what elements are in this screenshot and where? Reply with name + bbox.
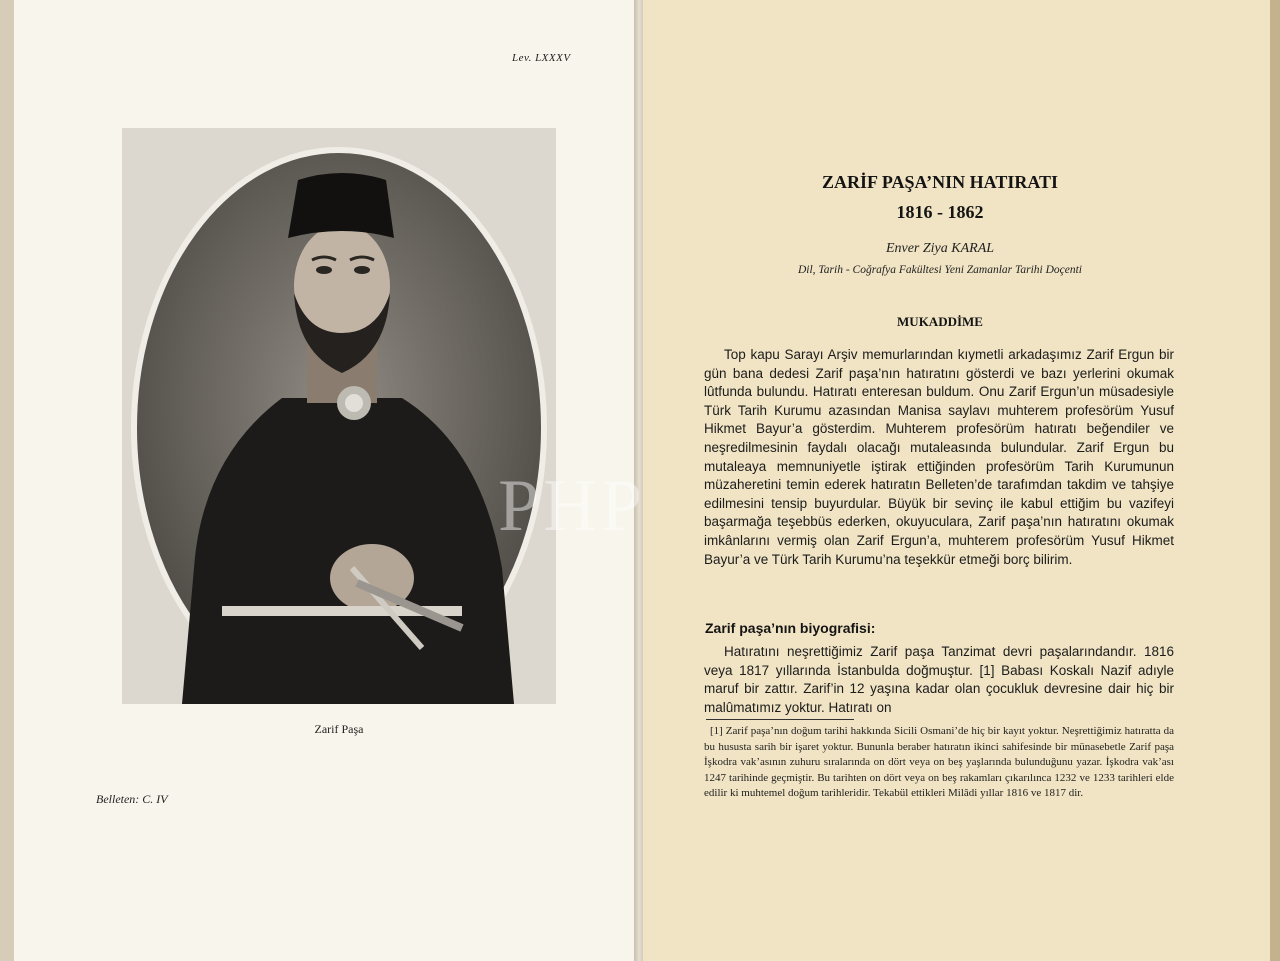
- article-years: 1816 - 1862: [896, 202, 984, 222]
- biography-paragraph: Hatıratını neşrettiğimiz Zarif paşa Tanzimat devri paşalarındandır. 1816 veya 1817 yıllarında İstanbulda doğmuştur. [1] Babası Koskalı Nazif adıyle maruf bir zattır. Zarif’in 12 yaşına kadar olan çocukluk devresine dair hiç bir malûmatımız yoktur. Hatıratı on: [704, 644, 1174, 715]
- plate-number: Lev. LXXXV: [512, 52, 571, 64]
- author-affiliation: Dil, Tarih - Coğrafya Fakültesi Yeni Zamanlar Tarihi Doçenti: [797, 264, 1083, 276]
- footnote: [1] Zarif paşa’nın doğum tarihi hakkında Sicili Osmani’de hiç bir kayıt yoktur. Neşrettiğimiz hatıratta da bu hususta sarih bir işaret yoktur. Bununla beraber hatıratın ikinci sahifesinde bir münasebetle Zarif paşa İşkodra vak’asının zuhuru sıralarında on dört veya on beş yaşlarında bulunduğunu yazar. İşkodra vak’ası 1247 tarihinde geçmiştir. Bu tarihten on dört veya on beş rakamları çıkarılınca 1232 ve 1233 tarihleri elde edilir ki muhtemel doğum tarihleridir. Tekabül ettikleri Milâdi yıllar 1816 ve 1817 dir.: [704, 725, 1174, 799]
- footnote-rule: [706, 719, 854, 720]
- intro-paragraph: Top kapu Sarayı Arşiv memurlarından kıymetli arkadaşımız Zarif Ergun bir gün bana dedesi Zarif paşa’nın hatıratını gösterdi ve bazı yerlerini okumak lûtfunda bulundu. Hatıratı enteresan buldum. Onu Zarif Ergun’un müsadesiyle Türk Tarih Kurumu azasından Manisa saylavı muhterem profesörüm Yusuf Hikmet Bayur’a gösterdim. Muhterem profesörüm hatıratı beğendiler ve neşredilmesinin faydalı olacağı mutaleasında bulundular. Zarif Ergun bu mutaleaya memnuniyetle iştirak ettiğinden profesörüm Tarih Kurumunun müzaheretini temin ederek hatıratın Belleten’de tarafımdan takdim ve tahşiye edilmesini tensip buyurdular. Büyük bir sevinç ile kabul ettiğim bu vazifeyi başarmağa teşebbüs ederken, okuyuculara, Zarif paşa’nın hatıratını okumak imkânlarını vermiş olan Zarif Ergun’a, muhterem profesörüm Yusuf Hikmet Bayur’a ve Türk Tarih Kurumu’na teşekkür etmeği borç bilirim.: [704, 347, 1174, 567]
- biography-heading: Zarif paşa’nın biyografisi:: [705, 620, 876, 636]
- article-title: ZARİF PAŞA’NIN HATIRATI: [821, 172, 1058, 192]
- journal-reference: Belleten: C. IV: [96, 792, 168, 806]
- watermark: PHP: [498, 465, 646, 547]
- portrait-caption: Zarif Paşa: [314, 722, 364, 736]
- section-heading: MUKADDİME: [897, 314, 983, 329]
- portrait-image: [122, 128, 556, 704]
- author-name: Enver Ziya KARAL: [885, 241, 995, 256]
